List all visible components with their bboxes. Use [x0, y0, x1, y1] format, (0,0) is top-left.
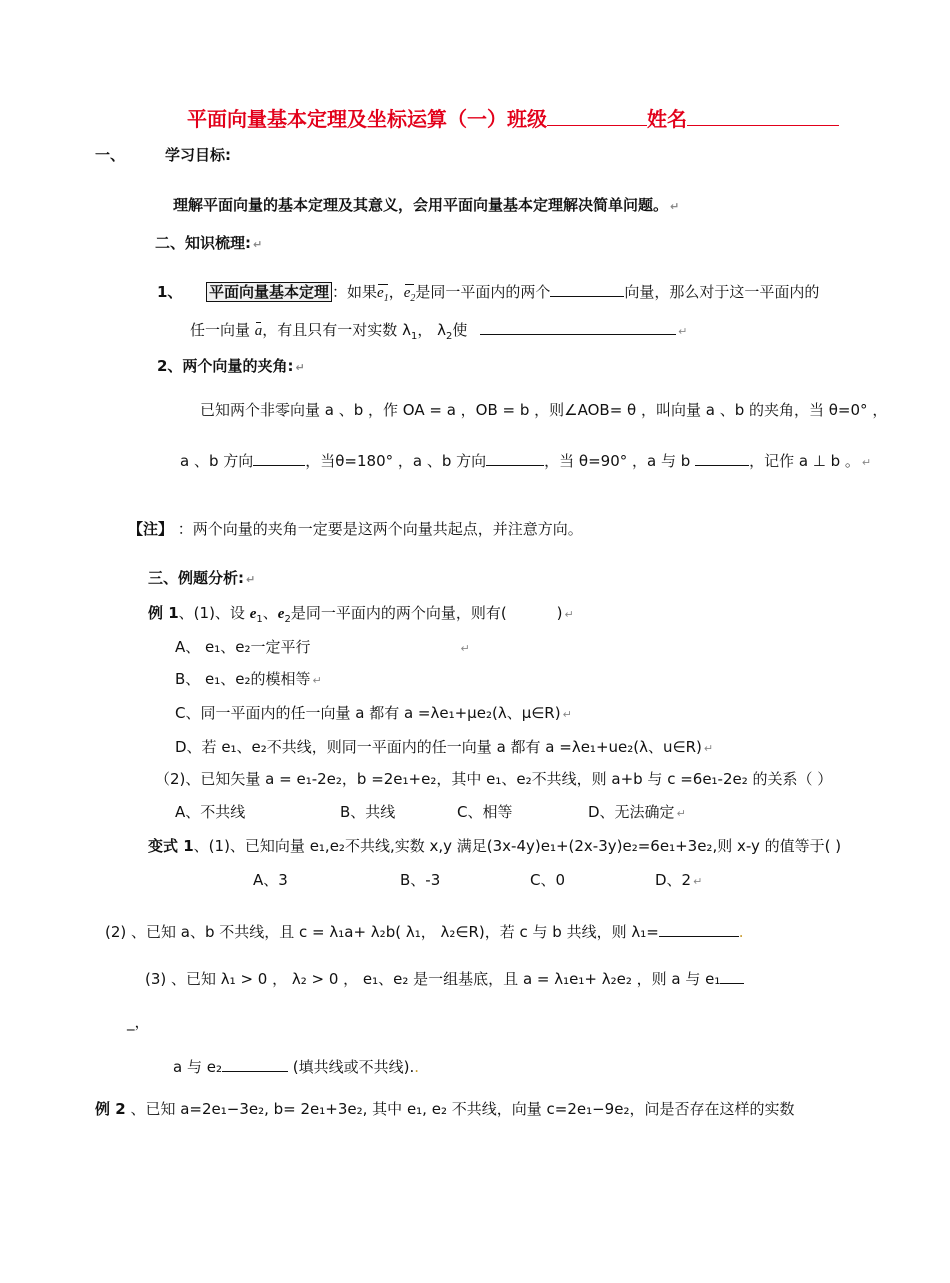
angle-cases: a 、b 方向 ，当θ=180° ，a 、b 方向 ，当 θ=90° ，a 与 b ，记作 a ⊥ b 。 ↵ — [180, 452, 872, 470]
vector-a: a — [254, 323, 263, 339]
section-3-heading: 三、例题分析: ↵ — [148, 569, 256, 587]
theorem-term: 平面向量基本定理 — [206, 282, 332, 302]
angle-heading: 2、两个向量的夹角: ↵ — [157, 357, 305, 375]
blank-same-direction[interactable] — [253, 451, 305, 466]
learning-goal: 理解平面向量的基本定理及其意义，会用平面向量基本定理解决简单问题。 ↵ — [173, 196, 680, 214]
option-1b[interactable]: B、 e₁、e₂的模相等 ↵ — [175, 670, 322, 688]
section-1-number: 一、 — [95, 146, 126, 164]
option-2a[interactable]: A、不共线 — [175, 803, 246, 821]
vector-e1: $e_1$ — [377, 283, 389, 309]
option-1c[interactable]: C、同一平面内的任一向量 a 都有 a =λe₁+μe₂(λ、μ∈R) ↵ — [175, 704, 572, 722]
blank-a-e2[interactable] — [222, 1057, 288, 1072]
blank-noncollinear[interactable] — [550, 282, 624, 297]
question-3-line-2: _， — [127, 1013, 150, 1031]
name-blank[interactable] — [687, 107, 839, 126]
question-3-line-3: a 与 e₂ (填共线或不共线).. — [173, 1058, 420, 1076]
variant-option-d[interactable]: D、2 ↵ — [655, 871, 703, 889]
option-1d[interactable]: D、若 e₁、e₂不共线，则同一平面内的任一向量 a 都有 a =λe₁+ue₂(λ、u∈R) ↵ — [175, 738, 714, 756]
option-2c[interactable]: C、相等 — [457, 803, 513, 821]
blank-a-e1[interactable] — [720, 969, 744, 984]
example-1-question-1: 例 1、(1)、设 $e_1$、$e_2$是同一平面内的两个向量，则有( ) ↵ — [148, 604, 574, 625]
blank-lambda1[interactable] — [659, 922, 739, 937]
example-1-question-2: （2)、已知矢量 a = e₁-2e₂，b =2e₁+e₂，其中 e₁、e₂不共线，则 a+b 与 c =6e₁-2e₂ 的关系（ ） — [155, 770, 833, 788]
paragraph-mark-icon: ↵ — [678, 325, 688, 338]
variant-option-b[interactable]: B、-3 — [400, 871, 441, 889]
paragraph-mark-icon: ↵ — [246, 573, 256, 586]
example-2: 例 2 、已知 a=2e₁−3e₂, b= 2e₁+3e₂, 其中 e₁, e₂ 不共线，向量 c=2e₁−9e₂，问是否存在这样的实数 — [95, 1100, 795, 1118]
question-3-line-1: (3) 、已知 λ₁ > 0 ， λ₂ > 0 ， e₁、e₂ 是一组基底，且 a = λ₁e₁+ λ₂e₂ ，则 a 与 e₁ — [145, 969, 744, 989]
option-1a[interactable]: A、 e₁、e₂一定平行 ↵ — [175, 638, 470, 656]
paragraph-mark-icon: ↵ — [295, 361, 305, 374]
page-title: 平面向量基本定理及坐标运算（一）班级 姓名 — [187, 106, 839, 132]
blank-perpendicular[interactable] — [695, 451, 749, 466]
note: 【注】 ：两个向量的夹角一定要是这两个向量共起点，并注意方向。 — [128, 520, 583, 538]
blank-opposite-direction[interactable] — [486, 451, 544, 466]
theorem-line-1: 1、 平面向量基本定理 ：如果$e_1$，$e_2$是同一平面内的两个 向量，那么对于这一平面内的 — [157, 282, 819, 309]
question-2: (2) 、已知 a、b 不共线，且 c = λ₁a+ λ₂b( λ₁， λ₂∈R)，若 c 与 b 共线，则 λ₁= . — [105, 923, 744, 941]
paragraph-mark-icon: ↵ — [861, 456, 872, 469]
variant-1-question: 变式 1、(1)、已知向量 e₁,e₂不共线,实数 x,y 满足(3x-4y)e₁+(2x-3y)e₂=6e₁+3e₂,则 x-y 的值等于( ) — [148, 837, 842, 855]
paragraph-mark-icon: ↵ — [670, 200, 680, 213]
variant-option-c[interactable]: C、0 — [530, 871, 566, 889]
theorem-line-2: 任一向量 a，有且只有一对实数 $\lambda_1$， $\lambda_2$使 ↵ — [190, 321, 688, 342]
option-2b[interactable]: B、共线 — [340, 803, 396, 821]
variant-option-a[interactable]: A、3 — [253, 871, 288, 889]
paragraph-mark-icon: ↵ — [253, 238, 263, 251]
section-2-heading: 二、知识梳理: ↵ — [155, 234, 263, 252]
angle-definition: 已知两个非零向量 a 、b ，作 OA = a ，OB = b ，则∠AOB= θ ，叫向量 a 、b 的夹角，当 θ=0° ， — [200, 401, 888, 419]
vector-e2: $e_2$ — [404, 283, 416, 309]
blank-decomposition[interactable] — [480, 320, 676, 335]
option-2d[interactable]: D、无法确定 ↵ — [588, 803, 686, 821]
section-1-heading: 学习目标: — [165, 146, 231, 164]
class-blank[interactable] — [547, 107, 647, 126]
